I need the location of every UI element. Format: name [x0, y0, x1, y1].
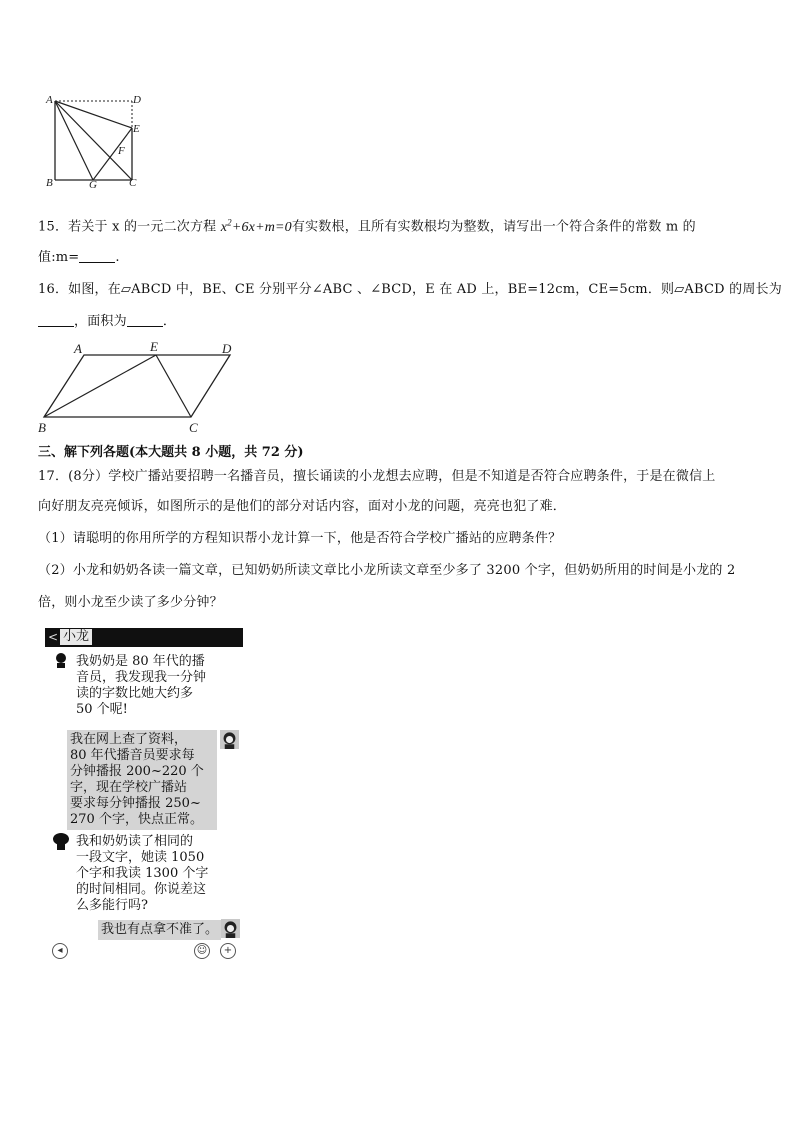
avatar-xiaolong-icon-2: [51, 832, 71, 850]
parallelogram-figure: [34, 338, 244, 436]
question-17-part2-line1: （2）小龙和奶奶各读一篇文章，已知奶奶所读文章比小龙所读文章至少多了 3200 个字，但奶奶所用的时间是小龙的 2: [38, 563, 736, 578]
label-D: D: [133, 94, 141, 106]
section-3-title: 三、解下列各题(本大题共 8 小题，共 72 分): [38, 445, 304, 460]
label-F: F: [118, 145, 125, 157]
chat-header: [45, 628, 243, 647]
q16-perimeter-blank[interactable]: [38, 312, 74, 327]
emoji-icon[interactable]: ☺: [194, 943, 210, 959]
question-16: 16．如图，在▱ABCD 中，BE、CE 分别平分∠ABC 、∠BCD，E 在 AD 上，BE=12cm，CE=5cm．则▱ABCD 的周长为: [38, 282, 782, 297]
label-C: C: [129, 177, 137, 189]
question-17-part1: （1）请聪明的你用所学的方程知识帮小龙计算一下，他是否符合学校广播站的应聘条件？: [38, 531, 562, 546]
message-2: 我在网上查了资料， 80 年代播音员要求每 分钟播报 200~220 个 字，现在学校广播站 要求每分钟播报 250~ 270 个字，快点正常。: [67, 730, 217, 830]
q15-equation: $x^2+6x+m=0$: [220, 217, 292, 235]
question-15: [38, 212, 696, 238]
q15-prefix: 15．若关于 x 的一元二次方程: [38, 219, 217, 235]
question-17-line1: 17．(8分）学校广播站要招聘一名播音员，擅长诵读的小龙想去应聘，但是不知道是否符合应聘条件，于是在微信上: [38, 469, 716, 484]
chat-contact-name: 小龙: [60, 629, 92, 645]
question-15-line2: 值:m= .: [38, 250, 120, 265]
q15-value-label: 值:m=: [38, 250, 80, 265]
q15-suffix: 有实数根，且所有实数根均为整数，请写出一个符合条件的常数 m 的: [291, 219, 696, 235]
label-E2: E: [150, 339, 158, 354]
label-A: A: [46, 94, 53, 106]
avatar-liangliang-icon-2: [221, 919, 240, 938]
message-4: 我也有点拿不准了。: [98, 920, 221, 940]
label-C2: C: [189, 420, 198, 435]
question-16-line2: ，面积为 ．: [38, 312, 176, 332]
message-1: 我奶奶是 80 年代的播 音员，我发现我一分钟 读的字数比她大约多 50 个呢!: [76, 654, 207, 717]
avatar-liangliang-icon: [220, 730, 239, 749]
label-B2: B: [38, 420, 46, 435]
label-G: G: [89, 179, 97, 190]
question-17-line2: 向好朋友亮亮倾诉，如图所示的是他们的部分对话内容，面对小龙的问题，亮亮也犯了难．: [38, 499, 567, 514]
square-figure: [40, 90, 150, 190]
q15-answer-blank[interactable]: [79, 248, 115, 263]
message-3: 我和奶奶读了相同的 一段文字，她读 1050 个字和我读 1300 个字 的时间相同。你说差这 么多能行吗?: [76, 834, 209, 913]
avatar-xiaolong-icon: [53, 652, 69, 668]
label-E: E: [133, 123, 140, 135]
label-A2: A: [74, 341, 82, 356]
voice-icon[interactable]: ◂: [52, 943, 68, 959]
label-B: B: [46, 177, 53, 189]
plus-icon[interactable]: +: [220, 943, 236, 959]
wechat-screenshot: [45, 628, 243, 962]
back-arrow-icon[interactable]: <: [48, 630, 59, 644]
question-17-part2-line2: 倍，则小龙至少读了多少分钟？: [38, 595, 223, 610]
q16-area-blank[interactable]: [127, 312, 163, 327]
label-D2: D: [222, 341, 232, 356]
